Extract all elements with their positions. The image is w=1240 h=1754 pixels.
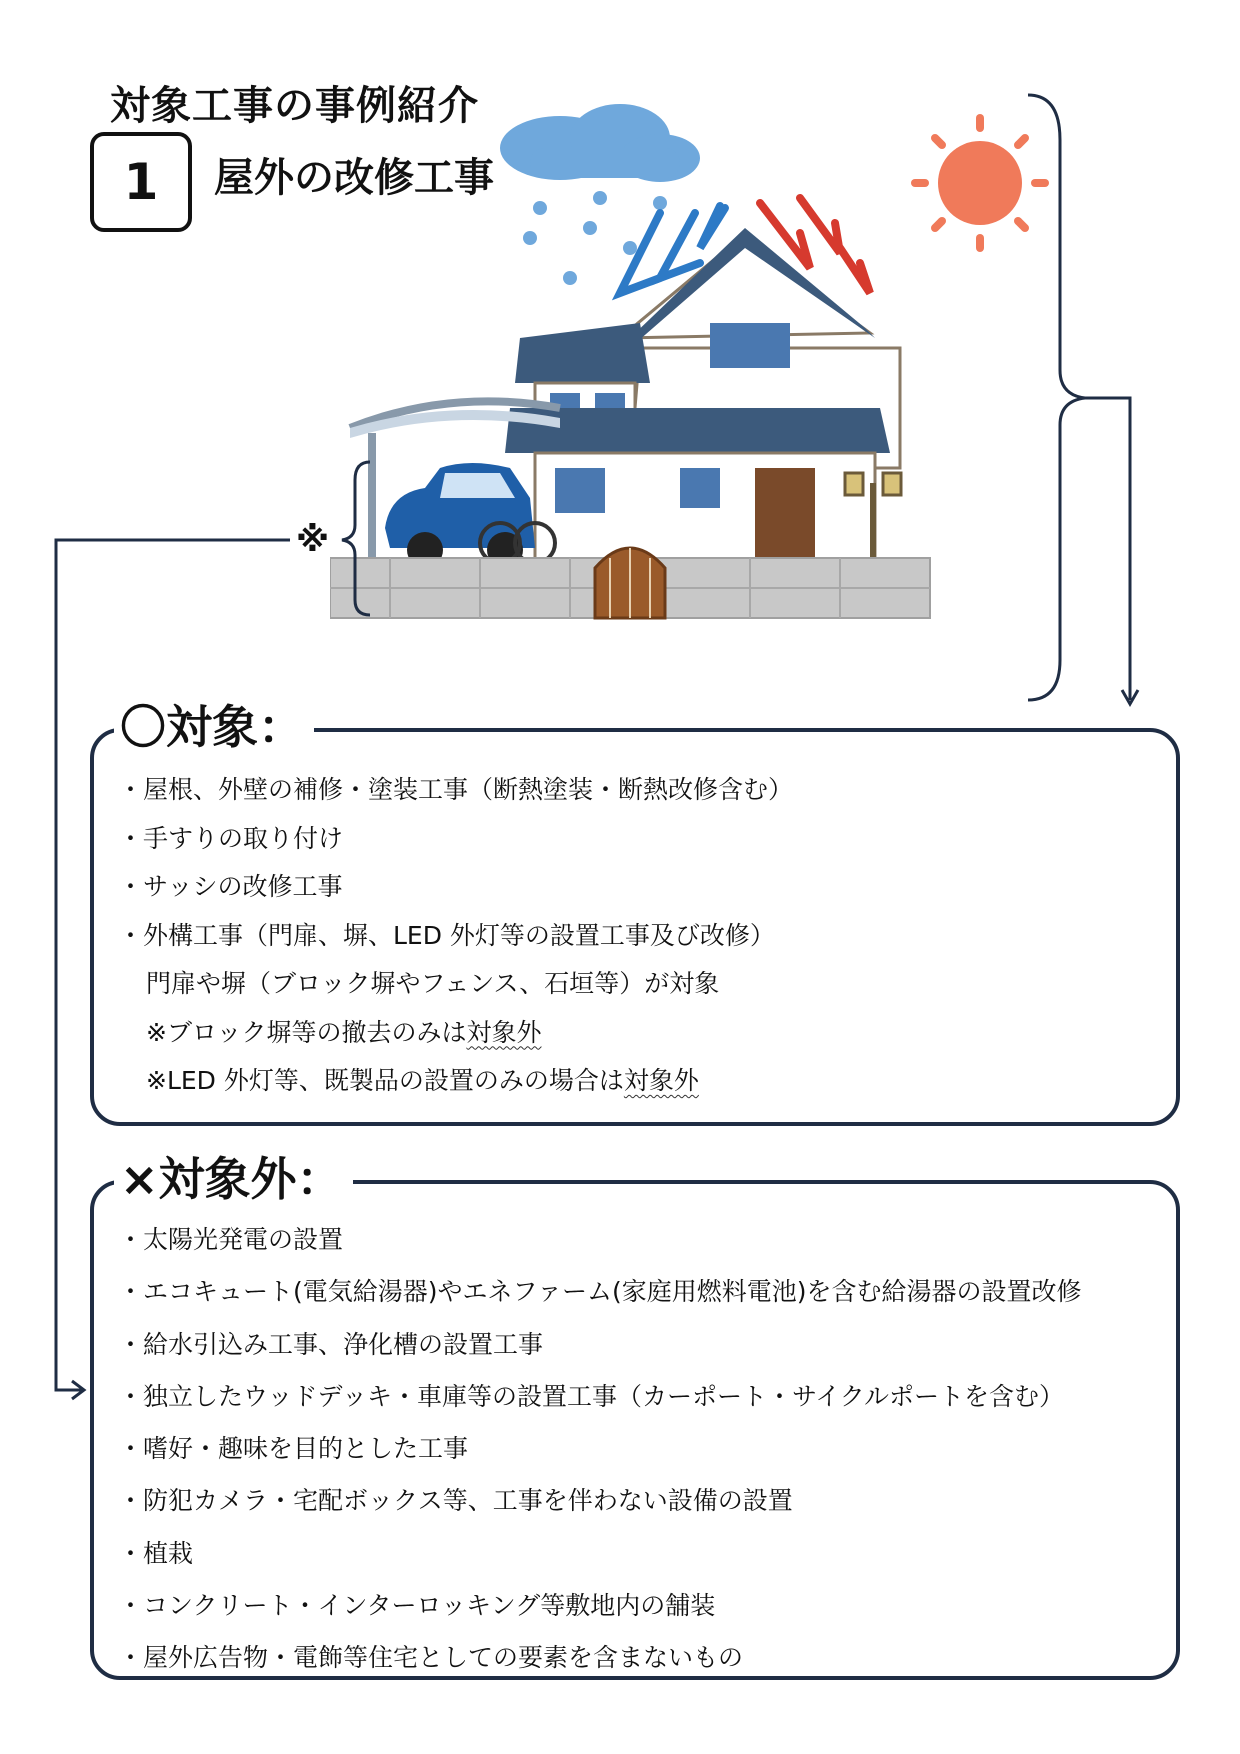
sun-icon: [915, 118, 1045, 248]
note-item: [118, 1009, 1156, 1058]
target-heading: 〇対象：: [114, 692, 314, 762]
list-item: ・サッシの改修工事: [118, 872, 343, 901]
page-title: 対象工事の事例紹介: [110, 83, 479, 129]
note-mark: ※: [296, 520, 330, 560]
section-number-badge: 1: [90, 132, 192, 232]
note-emphasis: 対象外: [623, 1066, 699, 1095]
list-item: ・植栽: [118, 1538, 194, 1568]
note-text: ※LED 外灯等、既製品の設置のみの場合は: [146, 1066, 624, 1095]
excluded-heading: ×対象外：: [114, 1144, 353, 1214]
list-item: ・屋外広告物・電飾等住宅としての要素を含まないもの: [118, 1643, 744, 1673]
section-title: 屋外の改修工事: [214, 155, 494, 201]
list-item: ・屋根、外壁の補修・塗装工事（断熱塗装・断熱改修含む）: [118, 775, 794, 804]
list-item: ・手すりの取り付け: [118, 823, 344, 853]
gate-icon: [595, 548, 665, 618]
house-exterior-renovation-illustration: [330, 88, 1070, 708]
target-list: [118, 766, 1156, 1106]
list-item: ・独立したウッドデッキ・車庫等の設置工事（カーポート・サイクルポートを含む）: [118, 1381, 1065, 1411]
list-item: ・給水引込み工事、浄化槽の設置工事: [118, 1329, 544, 1359]
note-item: [118, 1057, 1156, 1106]
list-item: ・防犯カメラ・宅配ボックス等、工事を伴わない設備の設置: [118, 1486, 793, 1516]
list-item: ・外構工事（門扉、塀、LED 外灯等の設置工事及び改修）: [118, 920, 775, 950]
note-emphasis: 対象外: [466, 1017, 542, 1047]
excluded-list: [118, 1214, 1156, 1685]
list-item: ・コンクリート・インターロッキング等敷地内の舗装: [118, 1591, 716, 1621]
target-panel: [90, 700, 1180, 1126]
list-item: ・嗜好・趣味を目的とした工事: [118, 1434, 469, 1464]
cloud-icon: [500, 104, 700, 182]
excluded-panel: [90, 1152, 1180, 1680]
note-text: ※ブロック塀等の撤去のみは: [146, 1017, 467, 1047]
car-icon: [385, 463, 535, 568]
list-item: ・太陽光発電の設置: [118, 1225, 344, 1254]
list-item: ・エコキュート(電気給湯器)やエネファーム(家庭用燃料電池)を含む給湯器の設置改修: [118, 1277, 1082, 1307]
list-item: 門扉や塀（ブロック塀やフェンス、石垣等）が対象: [146, 969, 720, 998]
